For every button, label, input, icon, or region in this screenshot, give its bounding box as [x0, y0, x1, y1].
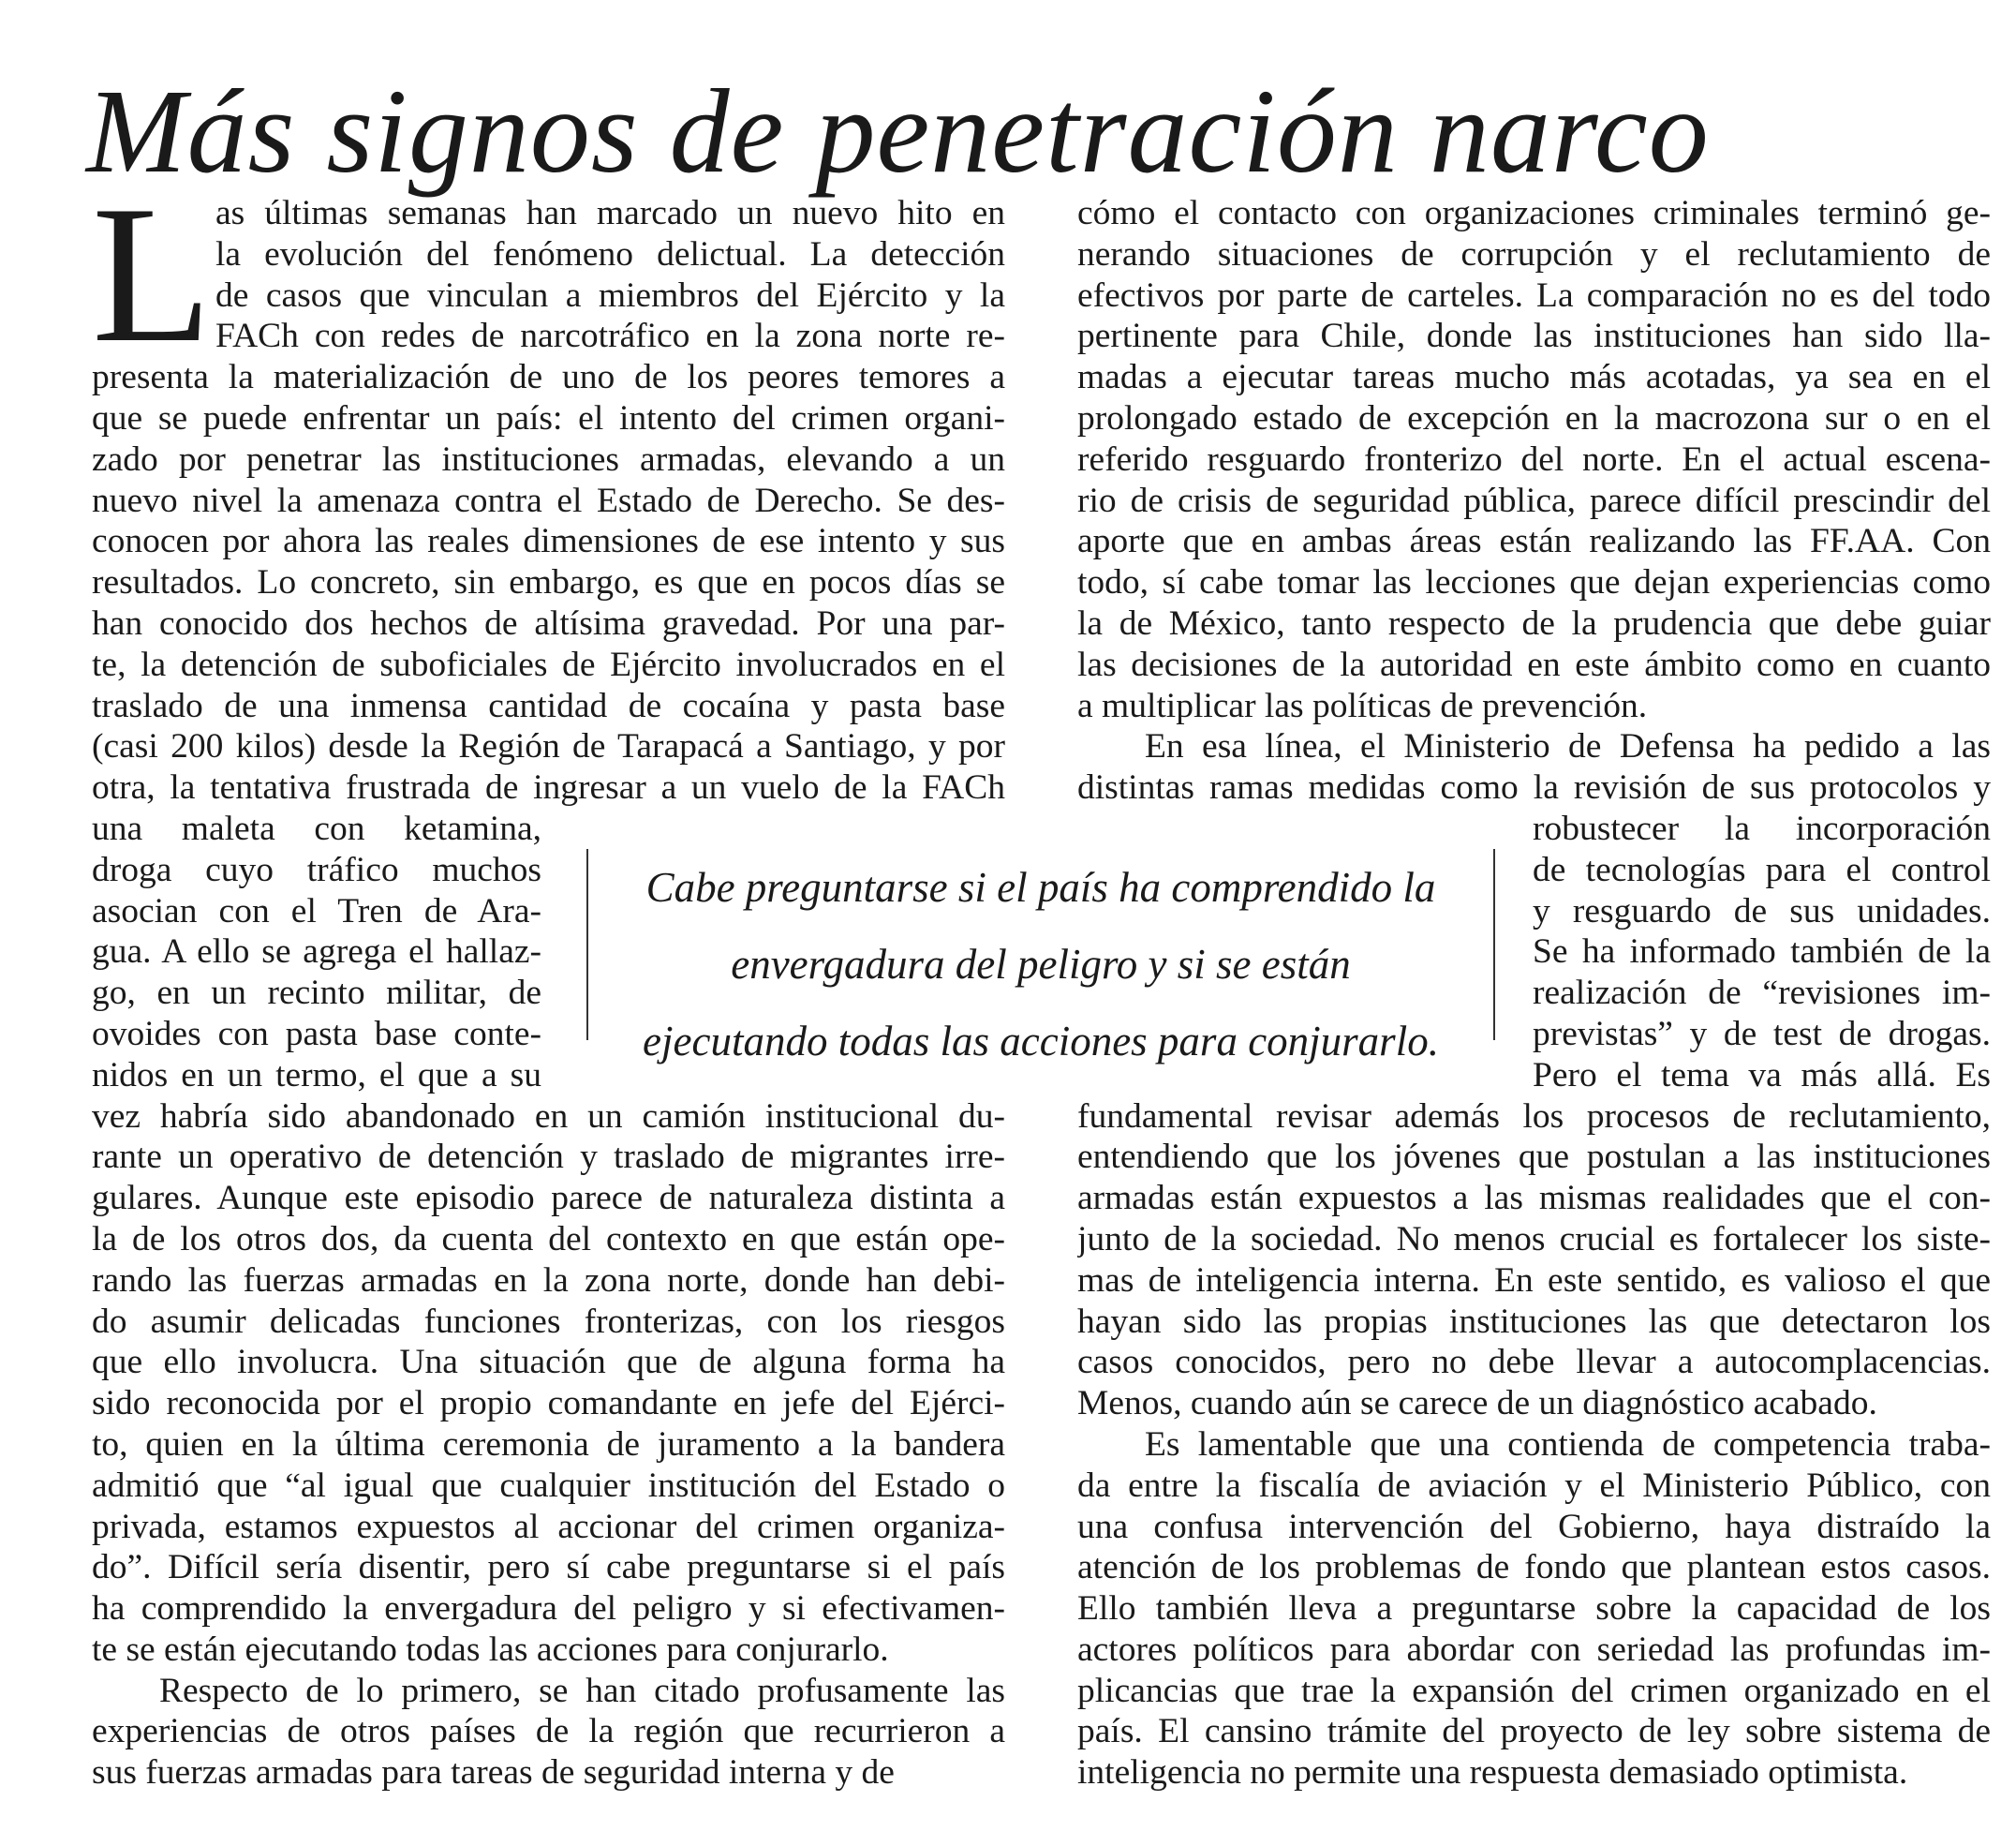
- article-text-line: que ello involucra. Una situación que de alguna forma ha: [92, 1343, 1005, 1382]
- article-text-line: (casi 200 kilos) desde la Región de Tarapacá a Santiago, y por: [92, 727, 1005, 767]
- article-text-line: robustecer la incorporación: [1533, 809, 1991, 848]
- article-text-line: experiencias de otros países de la región que recurrieron a: [92, 1712, 1005, 1751]
- article-text-line: do asumir delicadas funciones fronterizas, con los riesgos: [92, 1302, 1005, 1341]
- article-text-line: Es lamentable que una contienda de competencia traba-: [1145, 1424, 1991, 1464]
- article-text-line: presenta la materialización de uno de los peores temores a: [92, 358, 1005, 397]
- article-text-line: resultados. Lo concreto, sin embargo, es que en pocos días se: [92, 563, 1005, 603]
- article-text-line: de casos que vinculan a miembros del Ejército y la: [215, 275, 1005, 315]
- article-text-line: Menos, cuando aún se carece de un diagnóstico acabado.: [1077, 1384, 1877, 1423]
- drop-cap: L: [92, 166, 213, 383]
- article-text-line: pertinente para Chile, donde las instituciones han sido lla-: [1077, 317, 1991, 356]
- article-text-line: Respecto de lo primero, se han citado profusamente las: [159, 1671, 1005, 1710]
- article-text-line: gua. A ello se agrega el hallaz-: [92, 932, 541, 972]
- article-text-line: Se ha informado también de la: [1533, 932, 1991, 972]
- article-text-line: traslado de una inmensa cantidad de cocaína y pasta base: [92, 686, 1005, 725]
- article-text-line: droga cuyo tráfico muchos: [92, 850, 541, 889]
- article-text-line: las decisiones de la autoridad en este ámbito como en cuanto: [1077, 645, 1991, 684]
- article-text-line: da entre la fiscalía de aviación y el Ministerio Público, con: [1077, 1466, 1991, 1505]
- article-text-line: ha comprendido la envergadura del peligro y si efectivamen-: [92, 1589, 1005, 1629]
- article-text-line: y resguardo de sus unidades.: [1533, 891, 1991, 930]
- article-text-line: todo, sí cabe tomar las lecciones que dejan experiencias como: [1077, 563, 1991, 603]
- article-text-line: rando las fuerzas armadas en la zona norte, donde han debi-: [92, 1260, 1005, 1300]
- article-text-line: cómo el contacto con organizaciones criminales terminó ge-: [1077, 194, 1991, 232]
- article-text-line: En esa línea, el Ministerio de Defensa ha pedido a las: [1145, 727, 1991, 767]
- article-text-line: go, en un recinto militar, de: [92, 974, 541, 1013]
- article-text-line: admitió que “al igual que cualquier institución del Estado o: [92, 1466, 1005, 1505]
- article-text-line: Pero el tema va más allá. Es: [1533, 1055, 1991, 1094]
- article-text-line: mas de inteligencia interna. En este sentido, es valioso el que: [1077, 1260, 1991, 1300]
- article-text-line: conocen por ahora las reales dimensiones de ese intento y sus: [92, 522, 1005, 561]
- article-text-line: país. El cansino trámite del proyecto de ley sobre sistema de: [1077, 1712, 1991, 1751]
- article-text-line: sus fuerzas armadas para tareas de seguridad interna y de: [92, 1753, 895, 1793]
- article-text-line: la evolución del fenómeno delictual. La detección: [215, 234, 1005, 274]
- article-text-line: la de México, tanto respecto de la prudencia que debe guiar: [1077, 603, 1991, 643]
- article-text-line: hayan sido las propias instituciones las que detectaron los: [1077, 1302, 1991, 1341]
- article-text-line: armadas están expuestos a las mismas realidades que el con-: [1077, 1179, 1991, 1218]
- article-text-line: rio de crisis de seguridad pública, parece difícil prescindir del: [1077, 481, 1991, 520]
- article-text-line: que se puede enfrentar un país: el intento del crimen organi-: [92, 398, 1005, 438]
- article-text-line: nuevo nivel la amenaza contra el Estado de Derecho. Se des-: [92, 481, 1005, 520]
- article-text-line: han conocido dos hechos de altísima gravedad. Por una par-: [92, 603, 1005, 643]
- pull-quote-line: ejecutando todas las acciones para conjurarlo.: [643, 1018, 1439, 1064]
- article-text-line: fundamental revisar además los procesos de reclutamiento,: [1077, 1096, 1991, 1136]
- article-text-line: de tecnologías para el control: [1533, 850, 1991, 889]
- article-text-line: ovoides con pasta base conte-: [92, 1014, 541, 1053]
- article-text-line: vez habría sido abandonado en un camión institucional du-: [92, 1096, 1005, 1136]
- pull-quote: [586, 849, 1495, 1064]
- article-text-line: do”. Difícil sería disentir, pero sí cabe preguntarse si el país: [92, 1548, 1005, 1587]
- article-text-line: otra, la tentativa frustrada de ingresar a un vuelo de la FACh: [92, 768, 1005, 808]
- article-text-line: aporte que en ambas áreas están realizando las FF.AA. Con: [1077, 522, 1991, 561]
- article-text-line: una confusa intervención del Gobierno, haya distraído la: [1077, 1507, 1991, 1546]
- article-text-line: a multiplicar las políticas de prevención.: [1077, 686, 1648, 725]
- article-text-line: referido resguardo fronterizo del norte. En el actual escena-: [1077, 439, 1991, 479]
- article-text-line: entendiendo que los jóvenes que postulan a las instituciones: [1077, 1138, 1991, 1177]
- article-text-line: plicancias que trae la expansión del crimen organizado en el: [1077, 1671, 1991, 1710]
- article-text-line: sido reconocida por el propio comandante en jefe del Ejérci-: [92, 1384, 1005, 1423]
- article-text-line: Ello también lleva a preguntarse sobre la capacidad de los: [1077, 1589, 1991, 1629]
- article-text-line: as últimas semanas han marcado un nuevo hito en: [215, 194, 1005, 232]
- pull-quote-line: Cabe preguntarse si el país ha comprendido la: [645, 864, 1436, 911]
- article-text-line: previstas” y de test de drogas.: [1533, 1014, 1991, 1053]
- article-text-line: casos conocidos, pero no debe llevar a autocomplacencias.: [1077, 1343, 1991, 1382]
- article-text-line: junto de la sociedad. No menos crucial es fortalecer los siste-: [1077, 1219, 1991, 1258]
- article-text-line: atención de los problemas de fondo que plantean estos casos.: [1077, 1548, 1991, 1587]
- article-text-line: gulares. Aunque este episodio parece de naturaleza distinta a: [92, 1179, 1005, 1218]
- article-text-line: distintas ramas medidas como la revisión de sus protocolos y: [1077, 768, 1991, 808]
- article-text-line: actores políticos para abordar con seriedad las profundas im-: [1077, 1630, 1991, 1669]
- pull-quote-line: envergadura del peligro y si se están: [731, 941, 1351, 988]
- article-title: Más signos de penetración narco: [86, 65, 1710, 198]
- article-text-line: realización de “revisiones im-: [1533, 974, 1991, 1013]
- article-text-line: te, la detención de suboficiales de Ejército involucrados en el: [92, 645, 1005, 684]
- article-text-line: nerando situaciones de corrupción y el reclutamiento de: [1077, 234, 1991, 274]
- article-text-line: una maleta con ketamina,: [92, 809, 541, 848]
- article-text-line: privada, estamos expuestos al accionar del crimen organiza-: [92, 1507, 1005, 1546]
- article-text-line: inteligencia no permite una respuesta demasiado optimista.: [1077, 1753, 1908, 1793]
- article-text-line: madas a ejecutar tareas mucho más acotadas, ya sea en el: [1077, 358, 1991, 397]
- article-text-line: FACh con redes de narcotráfico en la zona norte re-: [215, 317, 1005, 356]
- article-text-line: to, quien en la última ceremonia de juramento a la bandera: [92, 1424, 1005, 1464]
- article-text-line: rante un operativo de detención y traslado de migrantes irre-: [92, 1138, 1005, 1177]
- article-text-line: efectivos por parte de carteles. La comparación no es del todo: [1077, 275, 1991, 315]
- pull-quote-text: [588, 849, 1493, 1079]
- article-text-line: prolongado estado de excepción en la macrozona sur o en el: [1077, 398, 1991, 438]
- article-text-line: te se están ejecutando todas las acciones para conjurarlo.: [92, 1630, 889, 1669]
- article-text-line: nidos en un termo, el que a su: [92, 1055, 541, 1094]
- article-text-line: zado por penetrar las instituciones armadas, elevando a un: [92, 439, 1005, 479]
- article-text-line: asocian con el Tren de Ara-: [92, 891, 541, 930]
- article-text-line: la de los otros dos, da cuenta del contexto en que están ope-: [92, 1219, 1005, 1258]
